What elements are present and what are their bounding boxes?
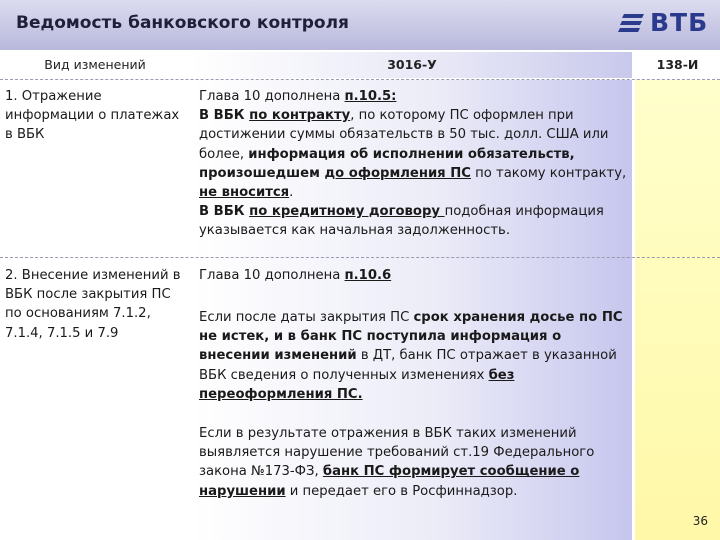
row-2-label: 2. Внесение изменений в ВБК после закрытия ПС по основаниям 7.1.2, 7.1.4, 7.1.5 и 7.9 [5, 268, 181, 341]
row-2-paragraph-1: Если после даты закрытия ПС срок хранения досье по ПС не истек, и в банк ПС поступила информация о внесении изменений в ДТ, банк ПС отражает в указанной ВБК сведения о полученных изменениях без переоформления ПС. [199, 310, 623, 402]
vtb-logo [618, 6, 714, 44]
vtb-logo-text: ВТБ [650, 8, 709, 37]
row-1-content: Глава 10 дополнена п.10.5: В ВБК по контракту, по которому ПС оформлен при достижении суммы обязательств в 50 тыс. долл. США или более, информация об исполнении обязательств, произошедшем до оформления ПС по такому контракту, не вносится. В ВБК по кредитному договору подобная информация указывается как начальная задолженность. [199, 89, 627, 239]
row-1-label: 1. Отражение информации о платежах в ВБК [5, 89, 180, 143]
page-number: 36 [692, 514, 708, 528]
header-bar [0, 0, 720, 50]
vtb-logo-icon [618, 10, 646, 38]
page-title: Ведомость банковского контроля [16, 13, 349, 33]
column-header-138i: 138-И [635, 52, 720, 78]
row-divider [0, 79, 720, 81]
column-3-background [635, 80, 720, 540]
row-divider [0, 257, 720, 259]
row-2-paragraph-2: Если в результате отражения в ВБК таких изменений выявляется нарушение требований ст.19 Федерального закона №173-ФЗ, банк ПС формирует сообщение о нарушении и передает его в Росфиннадзор. [199, 426, 595, 499]
column-header-3016u: 3016-У [192, 52, 632, 78]
column-header-changes: Вид изменений [0, 52, 190, 78]
row-2-heading: Глава 10 дополнена п.10.6 [199, 268, 392, 283]
